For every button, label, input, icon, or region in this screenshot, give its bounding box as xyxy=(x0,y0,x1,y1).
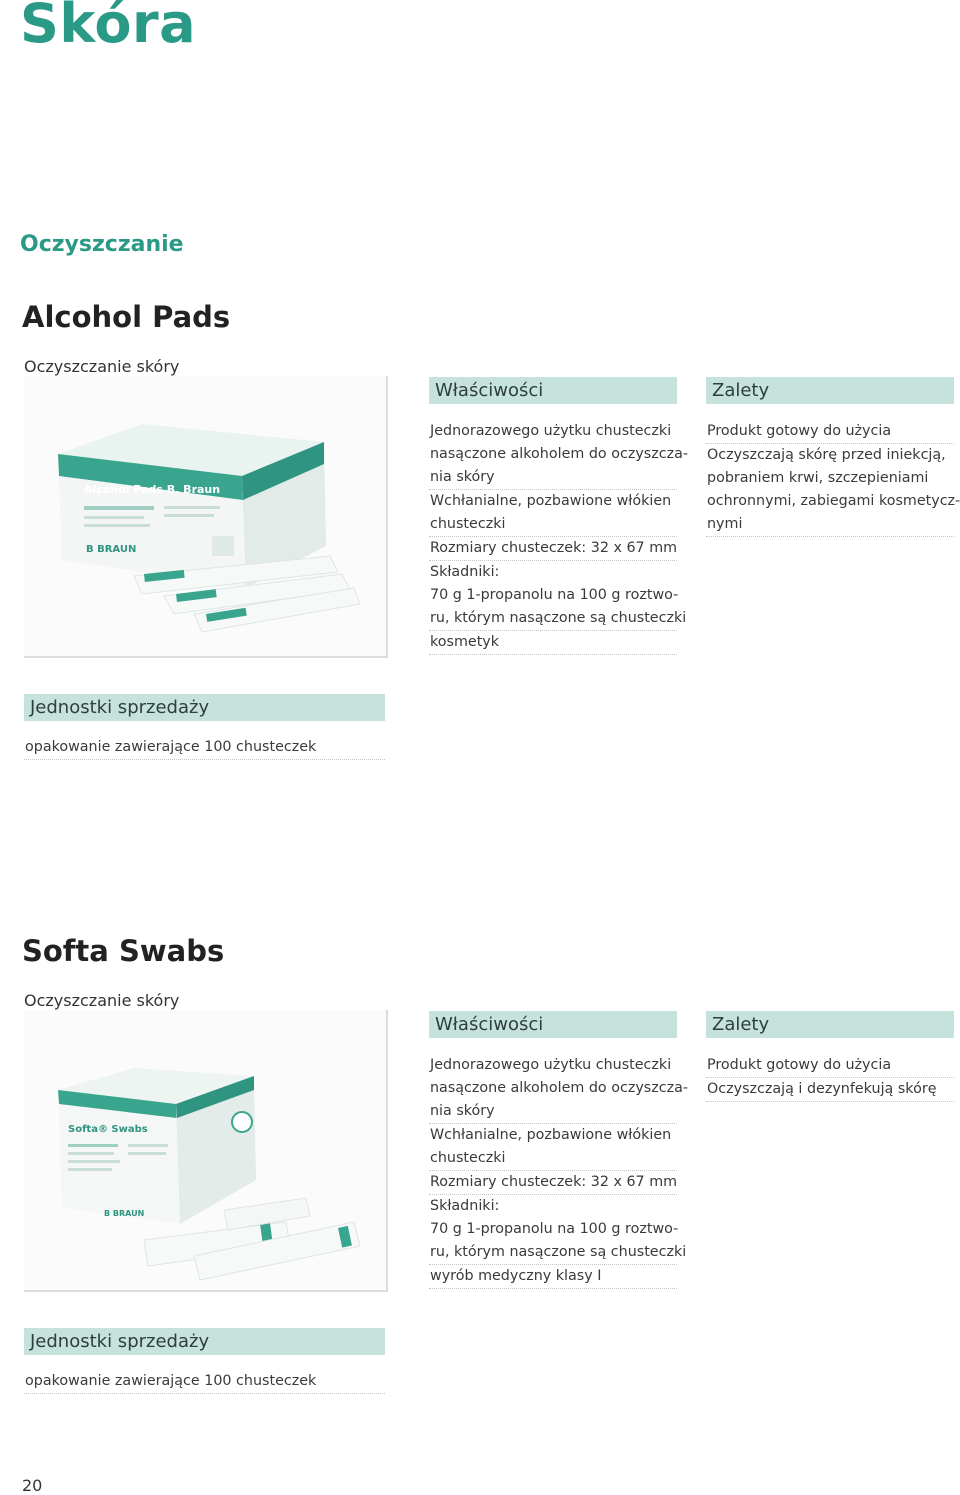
item-text-line: Wchłanialne, pozbawione włókien xyxy=(430,493,672,509)
sales-units-header: Jednostki sprzedaży xyxy=(24,694,385,721)
product-image xyxy=(24,1010,388,1292)
property-item xyxy=(429,1054,689,1124)
item-text-line: Składniki: xyxy=(430,564,500,580)
item-text-line: Składniki: xyxy=(430,1198,500,1214)
product-name: Alcohol Pads xyxy=(22,300,231,334)
item-text-line: nasączone alkoholem do oczyszcza- xyxy=(430,446,689,462)
advantages-list xyxy=(706,1054,954,1102)
item-text-line: nia skóry xyxy=(430,469,495,485)
properties-column xyxy=(429,1011,689,1289)
item-text-line: ochronnymi, zabiegami kosmetycz- xyxy=(707,493,960,509)
advantages-header: Zalety xyxy=(706,377,954,404)
property-item xyxy=(429,537,677,561)
advantages-column xyxy=(706,377,960,537)
brand-label: B BRAUN xyxy=(104,1209,145,1218)
product-name: Softa Swabs xyxy=(22,934,225,968)
item-text-line: chusteczki xyxy=(430,1150,506,1166)
item-text-line: Produkt gotowy do użycia xyxy=(707,1057,892,1073)
item-text-line: chusteczki xyxy=(430,516,506,532)
item-text-line: 70 g 1-propanolu na 100 g roztwo- xyxy=(430,1221,679,1237)
sales-units-value: opakowanie zawierające 100 chusteczek xyxy=(24,736,385,760)
item-text-line: Rozmiary chusteczek: 32 x 67 mm xyxy=(430,1174,678,1190)
item-text-line: Wchłanialne, pozbawione włókien xyxy=(430,1127,672,1143)
properties-header: Właściwości xyxy=(429,377,677,404)
sales-units-value: opakowanie zawierające 100 chusteczek xyxy=(24,1370,385,1394)
properties-list xyxy=(429,1054,689,1289)
property-item xyxy=(429,1195,687,1265)
property-item xyxy=(429,1265,677,1289)
property-item xyxy=(429,420,689,490)
product-subtitle: Oczyszczanie skóry xyxy=(24,991,180,1010)
item-text-line: Jednorazowego użytku chusteczki xyxy=(430,423,672,439)
property-item xyxy=(429,631,677,655)
page-title: Skóra xyxy=(20,0,197,55)
advantage-item xyxy=(706,420,954,444)
item-text-line: 70 g 1-propanolu na 100 g roztwo- xyxy=(430,587,679,603)
page-number: 20 xyxy=(22,1476,43,1495)
brand-label: B BRAUN xyxy=(86,544,137,555)
item-text-line: ru, którym nasączone są chusteczki xyxy=(430,610,687,626)
properties-header: Właściwości xyxy=(429,1011,677,1038)
property-item xyxy=(429,561,687,631)
advantages-list xyxy=(706,420,960,537)
item-text-line: kosmetyk xyxy=(430,634,500,650)
sales-units xyxy=(24,1328,385,1394)
product-image xyxy=(24,376,388,658)
advantage-item xyxy=(706,1054,954,1078)
item-text-line: Rozmiary chusteczek: 32 x 67 mm xyxy=(430,540,678,556)
item-text-line: wyrób medyczny klasy I xyxy=(430,1268,602,1284)
section-title: Oczyszczanie xyxy=(20,232,184,257)
product-subtitle: Oczyszczanie skóry xyxy=(24,357,180,376)
item-text-line: nymi xyxy=(707,516,743,532)
item-text-line: nia skóry xyxy=(430,1103,495,1119)
item-text-line: Oczyszczają skórę przed iniekcją, xyxy=(707,447,946,463)
sales-units xyxy=(24,694,385,760)
item-text-line: Jednorazowego użytku chusteczki xyxy=(430,1057,672,1073)
property-item xyxy=(429,490,677,537)
properties-list xyxy=(429,420,689,655)
advantages-header: Zalety xyxy=(706,1011,954,1038)
properties-column xyxy=(429,377,689,655)
property-item xyxy=(429,1171,677,1195)
item-text-line: Oczyszczają i dezynfekują skórę xyxy=(707,1081,937,1097)
item-text-line: ru, którym nasączone są chusteczki xyxy=(430,1244,687,1260)
advantage-item xyxy=(706,444,960,537)
item-text-line: Produkt gotowy do użycia xyxy=(707,423,892,439)
item-text-line: nasączone alkoholem do oczyszcza- xyxy=(430,1080,689,1096)
box-label: Alcohol Pads B. Braun xyxy=(84,483,221,496)
advantages-column xyxy=(706,1011,954,1102)
item-text-line: pobraniem krwi, szczepieniami xyxy=(707,470,929,486)
sales-units-header: Jednostki sprzedaży xyxy=(24,1328,385,1355)
advantage-item xyxy=(706,1078,954,1102)
property-item xyxy=(429,1124,677,1171)
box-label: Softa® Swabs xyxy=(68,1124,148,1135)
